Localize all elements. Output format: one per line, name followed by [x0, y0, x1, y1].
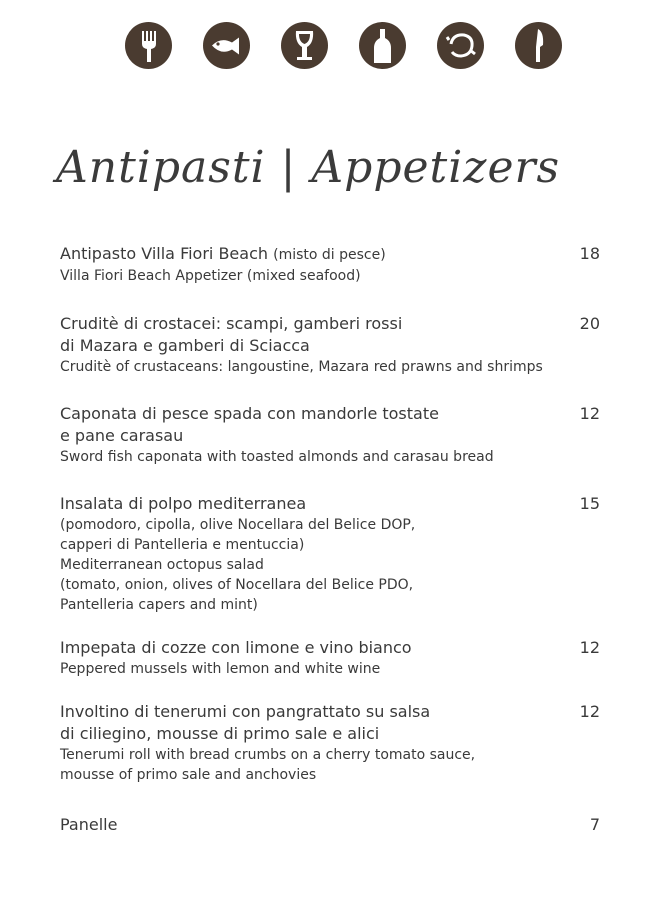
item-desc: Sword fish caponata with toasted almonds and carasau bread — [60, 449, 494, 465]
item-name — [60, 701, 600, 745]
item-name: Impepata di cozze con limone e vino bianco — [60, 638, 412, 657]
item-name-line: Cruditè di crostacei: scampi, gamberi rossi — [60, 314, 403, 333]
item-name: Panelle — [60, 815, 118, 834]
menu-item — [60, 313, 600, 377]
item-price: 12 — [579, 638, 600, 657]
item-desc-line: (tomato, onion, olives of Nocellara del Belice PDO, — [60, 577, 414, 593]
item-name — [60, 243, 600, 266]
wine-glass-icon — [281, 22, 328, 69]
menu-item — [60, 243, 600, 286]
item-price: 18 — [579, 244, 600, 263]
item-price: 20 — [579, 314, 600, 333]
item-name — [60, 403, 600, 447]
item-desc-line: Mediterranean octopus salad — [60, 557, 264, 573]
item-price: 12 — [579, 404, 600, 423]
item-price: 7 — [589, 815, 600, 834]
item-name-line: e pane carasau — [60, 426, 184, 445]
item-name-line: Caponata di pesce spada con mandorle tostate — [60, 404, 439, 423]
knife-icon — [515, 22, 562, 69]
item-desc-line: Tenerumi roll with bread crumbs on a cherry tomato sauce, — [60, 747, 476, 763]
item-name-line: di Mazara e gamberi di Sciacca — [60, 336, 310, 355]
bottle-icon — [359, 22, 406, 69]
item-name — [60, 313, 600, 357]
item-desc-line: mousse of primo sale and anchovies — [60, 767, 317, 783]
item-desc: Peppered mussels with lemon and white wine — [60, 661, 381, 677]
item-name-line: Involtino di tenerumi con pangrattato su salsa — [60, 702, 431, 721]
item-name: Insalata di polpo mediterranea — [60, 494, 307, 513]
shrimp-icon — [437, 22, 484, 69]
menu-item — [60, 814, 600, 836]
item-note: (misto di pesce) — [273, 247, 386, 263]
item-price: 15 — [579, 494, 600, 513]
menu-item — [60, 701, 600, 785]
fork-icon — [125, 22, 172, 69]
item-desc-line: (pomodoro, cipolla, olive Nocellara del Belice DOP, — [60, 517, 416, 533]
item-desc: Villa Fiori Beach Appetizer (mixed seafood) — [60, 268, 361, 284]
fish-icon — [203, 22, 250, 69]
menu-item — [60, 403, 600, 467]
item-name-line: di ciliegino, mousse di primo sale e alici — [60, 724, 380, 743]
item-desc: Cruditè of crustaceans: langoustine, Mazara red prawns and shrimps — [60, 359, 543, 375]
item-desc-line: Pantelleria capers and mint) — [60, 597, 258, 613]
menu-item — [60, 493, 600, 615]
item-name-text: Antipasto Villa Fiori Beach — [60, 244, 269, 263]
icon-row — [125, 22, 562, 69]
item-price: 12 — [579, 702, 600, 721]
section-title: Antipasti | Appetizers — [56, 142, 561, 193]
item-desc-line: capperi di Pantelleria e mentuccia) — [60, 537, 305, 553]
menu-item — [60, 637, 600, 679]
